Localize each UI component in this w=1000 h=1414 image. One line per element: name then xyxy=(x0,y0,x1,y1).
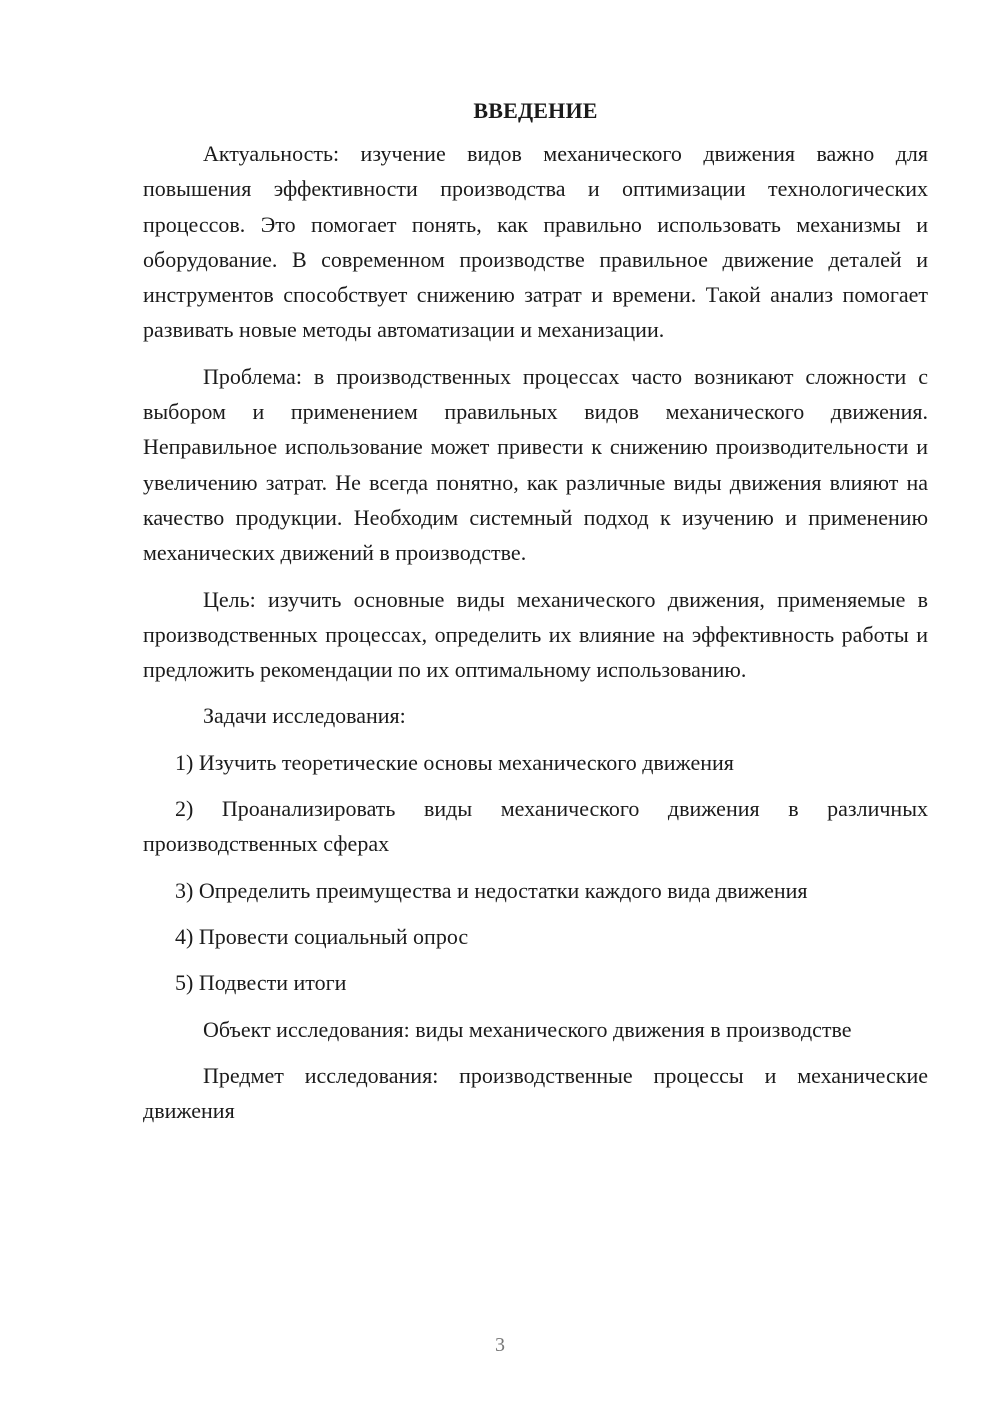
goal-paragraph: Цель: изучить основные виды механического движения, применяемые в производственных процессах, определить их влияние на эффективность работы и предложить рекомендации по их оптимальному использованию. xyxy=(143,586,928,683)
subject-paragraph: Предмет исследования: производственные процессы и механические движения xyxy=(143,1062,928,1124)
document-page xyxy=(143,96,928,1128)
task-item-3: 3) Определить преимущества и недостатки каждого вида движения xyxy=(175,877,808,903)
task-item-5: 5) Подвести итоги xyxy=(175,970,347,996)
task-item-2: 2) Проанализировать виды механического движения в различных производственных сферах xyxy=(143,796,928,857)
problem-paragraph: Проблема: в производственных процессах часто возникают сложности с выбором и применением правильных видов механического движения. Неправильное использование может привести к снижению производительности и увеличению затрат. Не всегда понятно, как различные виды движения влияют на качество продукции. Необходим системный подход к изучению и применению механических движений в производстве. xyxy=(143,363,928,566)
task-item-4: 4) Провести социальный опрос xyxy=(175,923,469,949)
task-item-1: 1) Изучить теоретические основы механического движения xyxy=(175,749,734,775)
page-number: 3 xyxy=(495,1334,505,1356)
tasks-heading: Задачи исследования: xyxy=(203,703,406,729)
object-paragraph: Объект исследования: виды механического движения в производстве xyxy=(203,1016,852,1042)
relevance-paragraph: Актуальность: изучение видов механического движения важно для повышения эффективности производства и оптимизации технологических процессов. Это помогает понять, как правильно использовать механизмы и оборудование. В современном производстве правильное движение деталей и инструментов способствует снижению затрат и времени. Такой анализ помогает развивать новые методы автоматизации и механизации. xyxy=(143,141,928,343)
page-title: ВВЕДЕНИЕ xyxy=(473,98,598,123)
